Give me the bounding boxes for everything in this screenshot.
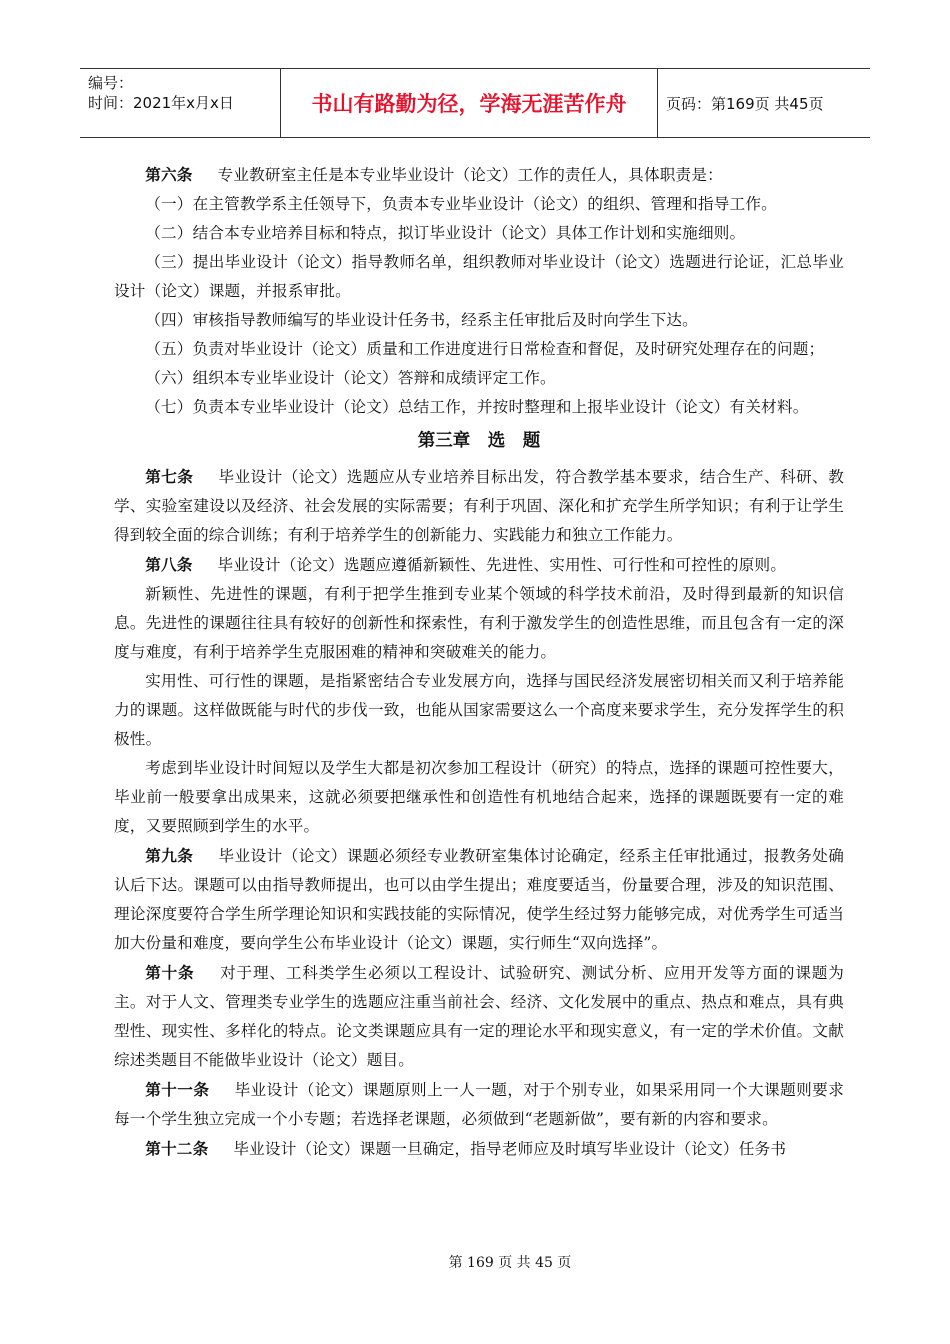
article-12	[114, 1134, 844, 1164]
article-6-title: 第六条	[145, 165, 193, 184]
page-footer: 第 169 页 共 45 页	[448, 1255, 572, 1271]
article-6-item-6: （六）组织本专业毕业设计（论文）答辩和成绩评定工作。	[145, 369, 556, 387]
article-8-para-2: 实用性、可行性的课题，是指紧密结合专业发展方向，选择与国民经济发展密切相关而又利于培养能力的课题。这样做既能与时代的步伐一致，也能从国家需要这么一个高度来要求学生，充分发挥学生的积极性。	[114, 672, 844, 748]
header-meta	[80, 69, 280, 137]
article-6-item-7: （七）负责本专业毕业设计（论文）总结工作，并按时整理和上报毕业设计（论文）有关材料。	[145, 398, 809, 416]
article-12-title: 第十二条	[145, 1139, 209, 1158]
article-10	[114, 958, 844, 1075]
time-label: 时间：2021年x月x日	[88, 94, 234, 112]
article-6-item-1: （一）在主管教学系主任领导下，负责本专业毕业设计（论文）的组织、管理和指导工作。	[145, 195, 777, 213]
article-11	[114, 1075, 844, 1134]
article-8-text: 毕业设计（论文）选题应遵循新颖性、先进性、实用性、可行性和可控性的原则。	[217, 556, 787, 574]
chapter-3-title: 第三章 选 题	[417, 431, 541, 451]
article-6	[114, 160, 844, 190]
article-11-text: 毕业设计（论文）课题原则上一人一题，对于个别专业，如果采用同一个大课题则要求每一个学生独立完成一个小专题；若选择老课题，必须做到“老题新做”，要有新的内容和要求。	[114, 1081, 844, 1128]
article-7-title: 第七条	[145, 467, 194, 486]
article-6-item-4: （四）审核指导教师编写的毕业设计任务书，经系主任审批后及时向学生下达。	[145, 311, 698, 329]
article-7	[114, 462, 844, 550]
article-8-para-1: 新颖性、先进性的课题，有利于把学生推到专业某个领域的科学技术前沿，及时得到最新的知识信息。先进性的课题往往具有较好的创新性和探索性，有利于激发学生的创造性思维，而且包含有一定的深度与难度，有利于培养学生克服困难的精神和突破难关的能力。	[114, 585, 844, 661]
article-8-para-3: 考虑到毕业设计时间短以及学生大都是初次参加工程设计（研究）的特点，选择的课题可控性要大，毕业前一般要拿出成果来，这就必须要把继承性和创造性有机地结合起来，选择的课题既要有一定的难度，又要照顾到学生的水平。	[114, 759, 844, 835]
article-9-text: 毕业设计（论文）课题必须经专业教研室集体讨论确定，经系主任审批通过，报教务处确认后下达。课题可以由指导教师提出，也可以由学生提出；难度要适当，份量要合理，涉及的知识范围、理论深度要符合学生所学理论知识和实践技能的实际情况，使学生经过努力能够完成，对优秀学生可适当加大份量和难度，要向学生公布毕业设计（论文）课题，实行师生“双向选择”。	[114, 847, 844, 952]
header-motto: 书山有路勤为径，学海无涯苦作舟	[280, 69, 658, 137]
page-header	[80, 68, 870, 138]
article-9	[114, 841, 844, 958]
article-6-item-2: （二）结合本专业培养目标和特点，拟订毕业设计（论文）具体工作计划和实施细则。	[145, 224, 746, 242]
article-6-intro: 专业教研室主任是本专业毕业设计（论文）工作的责任人，具体职责是：	[217, 166, 723, 184]
article-8-title: 第八条	[145, 555, 193, 574]
article-10-text: 对于理、工科类学生必须以工程设计、试验研究、测试分析、应用开发等方面的课题为主。对于人文、管理类专业学生的选题应注重当前社会、经济、文化发展中的重点、热点和难点，具有典型性、现实性、多样化的特点。论文类课题应具有一定的理论水平和现实意义，有一定的学术价值。文献综述类题目不能做毕业设计（论文）题目。	[114, 964, 844, 1069]
number-label: 编号：	[88, 74, 134, 92]
article-10-title: 第十条	[145, 963, 195, 982]
article-6-item-5: （五）负责对毕业设计（论文）质量和工作进度进行日常检查和督促，及时研究处理存在的问题；	[145, 340, 825, 358]
article-6-item-3: （三）提出毕业设计（论文）指导教师名单，组织教师对毕业设计（论文）选题进行论证，汇总毕业设计（论文）课题，并报系审批。	[114, 253, 844, 300]
header-page-label: 页码：第169页 共45页	[666, 94, 824, 113]
article-8	[114, 550, 844, 580]
article-9-title: 第九条	[145, 846, 194, 865]
article-7-text: 毕业设计（论文）选题应从专业培养目标出发，符合教学基本要求，结合生产、科研、教学、实验室建设以及经济、社会发展的实际需要；有利于巩固、深化和扩充学生所学知识；有利于让学生得到较全面的综合训练；有利于培养学生的创新能力、实践能力和独立工作能力。	[114, 468, 844, 544]
article-12-text: 毕业设计（论文）课题一旦确定，指导老师应及时填写毕业设计（论文）任务书	[233, 1140, 787, 1158]
article-11-title: 第十一条	[145, 1080, 210, 1099]
document-body	[114, 160, 844, 1164]
